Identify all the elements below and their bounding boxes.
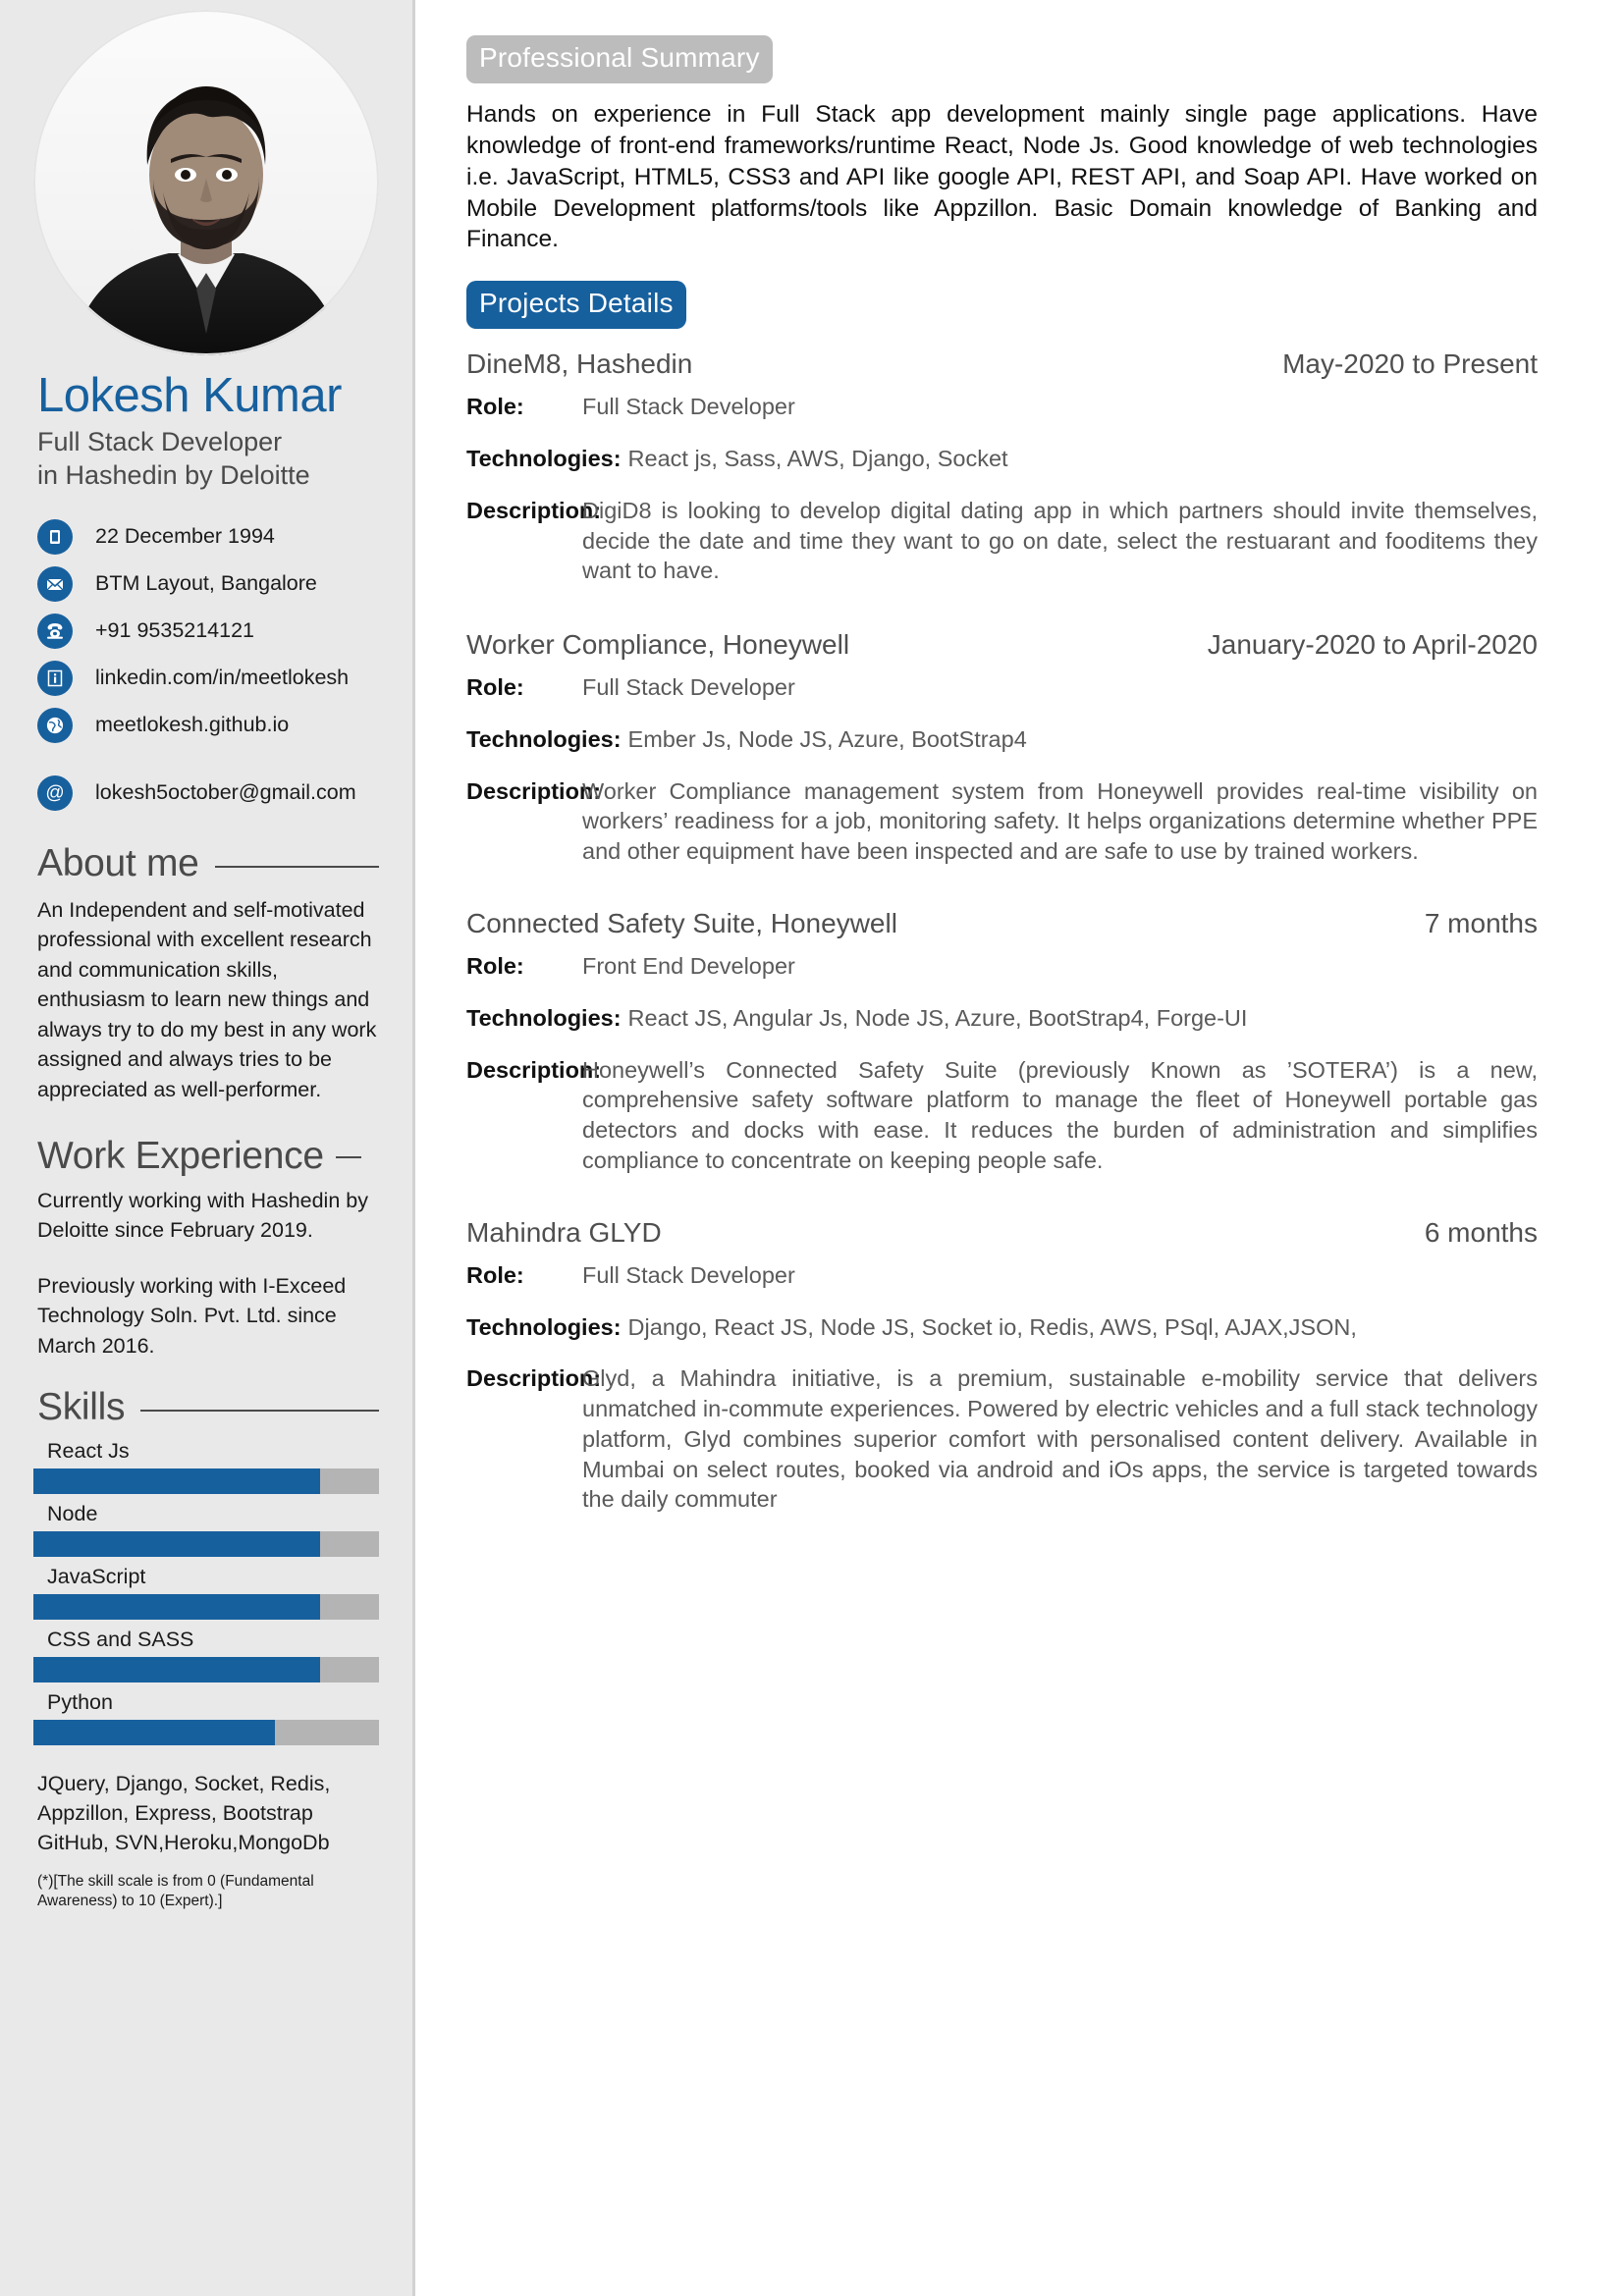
skills-heading: [37, 1386, 379, 1429]
project-role-row: [466, 672, 1538, 703]
description-label: Description:: [466, 1365, 602, 1392]
technologies-value: React js, Sass, AWS, Django, Socket: [627, 446, 1008, 471]
contact-list: [33, 513, 379, 817]
project-header: [466, 348, 1538, 380]
project-technologies-row: [466, 724, 1538, 755]
project-dates: May-2020 to Present: [1282, 348, 1538, 380]
role-value: Front End Developer: [582, 953, 795, 980]
skill-label: CSS and SASS: [47, 1628, 194, 1652]
envelope-icon: [37, 566, 73, 602]
role-value: Full Stack Developer: [582, 674, 795, 701]
sidebar: [0, 0, 415, 2296]
technologies-label: Technologies:: [466, 1004, 622, 1031]
skill-bar-fill: [33, 1720, 275, 1745]
contact-row-email[interactable]: [37, 770, 379, 817]
technologies-label: Technologies:: [466, 725, 622, 752]
project-title: Worker Compliance, Honeywell: [466, 629, 850, 661]
info-icon: [37, 661, 73, 696]
project-technologies-row: [466, 1003, 1538, 1034]
project-description-row: [466, 1363, 1538, 1515]
project-title: DineM8, Hashedin: [466, 348, 693, 380]
technologies-label: Technologies:: [466, 446, 622, 471]
skill-bar-fill: [33, 1468, 320, 1494]
project-item: [466, 348, 1538, 586]
project-title: Mahindra GLYD: [466, 1216, 662, 1248]
project-technologies-row: [466, 1312, 1538, 1343]
project-role-row: [466, 1260, 1538, 1291]
description-value: DigiD8 is looking to develop digital dating app in which partners should invite themselves, decide the date and time they want to go on date, select the restuarant and fooditems they want to have.: [582, 497, 1538, 584]
skill-label: React Js: [47, 1439, 130, 1464]
project-description-row: [466, 776, 1538, 867]
svg-text:@: @: [45, 782, 65, 804]
project-dates: January-2020 to April-2020: [1207, 629, 1538, 661]
skills-title: Skills: [37, 1386, 126, 1429]
work-experience-dash: [336, 1156, 361, 1158]
role-label: Role:: [466, 1261, 524, 1288]
project-role-row: [466, 951, 1538, 982]
description-label: Description:: [466, 497, 602, 523]
description-label: Description:: [466, 1056, 602, 1083]
skill-label: Python: [47, 1690, 113, 1715]
contact-row-website[interactable]: [37, 702, 379, 749]
project-dates: 6 months: [1424, 1216, 1538, 1248]
skills-scale-note: (*)[The skill scale is from 0 (Fundamental Awareness) to 10 (Expert).]: [37, 1873, 314, 1910]
profile-photo-illustration: [33, 10, 379, 355]
job-title-line-2: in Hashedin by Deloitte: [37, 459, 310, 490]
avatar: [33, 10, 379, 355]
role-label: Role:: [466, 674, 524, 701]
project-item: [466, 1217, 1538, 1515]
contact-row-birthdate: [37, 513, 379, 561]
skill-bar-track: [33, 1594, 379, 1620]
projects-details-heading: Projects Details: [466, 281, 686, 329]
page-title: Lokesh Kumar: [37, 369, 342, 422]
contact-birthdate: 22 December 1994: [95, 524, 275, 549]
work-experience-paragraph-2: Previously working with I-Exceed Technology Soln. Pvt. Ltd. since March 2016.: [37, 1273, 347, 1358]
technologies-value: Ember Js, Node JS, Azure, BootStrap4: [627, 725, 1027, 752]
description-value: Honeywell’s Connected Safety Suite (previously Known as ’SOTERA’) is a new, comprehensive safety software platform to manage the fleet of Honeywell portable gas detectors and docks with ease. It reduces the burden of administration and simplifies compliance to concentrate on keeping people safe.: [582, 1056, 1538, 1173]
skill-item: [33, 1690, 379, 1745]
globe-icon: [37, 708, 73, 743]
role-label: Role:: [466, 953, 524, 980]
skills-list: [33, 1439, 379, 1745]
role-label: Role:: [466, 394, 524, 420]
project-header: [466, 908, 1538, 939]
skill-item: [33, 1628, 379, 1682]
description-value: Worker Compliance management system from Honeywell provides real-time visibility on workers’ readiness for a job, monitoring safety. It helps organizations determine whether PPE and other equipment have been inspected and are safe to use by trained workers.: [582, 777, 1538, 865]
role-value: Full Stack Developer: [582, 394, 795, 420]
skill-item: [33, 1502, 379, 1557]
project-item: [466, 629, 1538, 867]
project-title: Connected Safety Suite, Honeywell: [466, 908, 897, 939]
project-header: [466, 629, 1538, 661]
skills-rule: [140, 1410, 379, 1412]
role-value: Full Stack Developer: [582, 1261, 795, 1288]
skills-extra-text: JQuery, Django, Socket, Redis, Appzillon, Express, Bootstrap GitHub, SVN,Heroku,MongoDb: [37, 1772, 331, 1855]
project-technologies-row: [466, 444, 1538, 474]
technologies-label: Technologies:: [466, 1313, 622, 1340]
skill-bar-fill: [33, 1531, 320, 1557]
work-experience-paragraph-1: Currently working with Hashedin by Deloitte since February 2019.: [37, 1188, 368, 1243]
professional-summary-heading: Professional Summary: [466, 35, 773, 83]
main-content: [415, 0, 1624, 2296]
skill-bar-fill: [33, 1657, 320, 1682]
skill-label: Node: [47, 1502, 98, 1526]
about-me-heading: [37, 842, 379, 885]
description-label: Description:: [466, 777, 602, 804]
description-value: Glyd, a Mahindra initiative, is a premium, sustainable e-mobility service that delivers unmatched in-commute experiences. Powered by electric vehicles and a full stack technology platform, Glyd combines superior comfort with personalised content delivery. Available in Mumbai on select routes, booked via android and iOs apps, the service is targeted towards the daily commuter: [582, 1365, 1538, 1513]
project-description-row: [466, 496, 1538, 586]
skill-bar-track: [33, 1657, 379, 1682]
contact-row-phone: [37, 608, 379, 655]
skill-bar-track: [33, 1468, 379, 1494]
contact-address: BTM Layout, Bangalore: [95, 571, 317, 596]
project-description-row: [466, 1055, 1538, 1176]
project-header: [466, 1217, 1538, 1249]
technologies-value: Django, React JS, Node JS, Socket io, Redis, AWS, PSql, AJAX,JSON,: [627, 1313, 1357, 1340]
technologies-value: React JS, Angular Js, Node JS, Azure, BootStrap4, Forge-UI: [627, 1004, 1248, 1031]
skill-item: [33, 1565, 379, 1620]
skill-label: JavaScript: [47, 1565, 146, 1589]
project-dates: 7 months: [1424, 908, 1538, 939]
skill-bar-track: [33, 1720, 379, 1745]
contact-row-linkedin[interactable]: [37, 655, 379, 702]
skill-bar-track: [33, 1531, 379, 1557]
work-experience-heading: [37, 1135, 379, 1178]
about-me-rule: [215, 866, 379, 868]
contact-linkedin[interactable]: linkedin.com/in/meetlokesh: [95, 666, 350, 690]
at-icon: [37, 775, 73, 811]
contact-phone: +91 9535214121: [95, 618, 255, 643]
skill-item: [33, 1439, 379, 1494]
about-me-title: About me: [37, 841, 199, 884]
skill-bar-fill: [33, 1594, 320, 1620]
telephone-icon: [37, 614, 73, 649]
project-role-row: [466, 392, 1538, 422]
calendar-icon: [37, 519, 73, 555]
professional-summary-text: Hands on experience in Full Stack app development mainly single page applications. Have knowledge of front-end frameworks/runtime React, Node Js. Good knowledge of web technologies i.e. JavaScript, HTML5, CSS3 and API like google API, REST API, and Soap API. Have worked on Mobile Development platforms/tools like Appzillon. Basic Domain knowledge of Banking and Finance.: [466, 101, 1538, 253]
job-title-line-1: Full Stack Developer: [37, 426, 283, 456]
about-me-text: An Independent and self-motivated professional with excellent research and communication skills, enthusiasm to learn new things and always try to do my best in any work assigned and always tries to be appreciated as well-performer.: [37, 897, 377, 1101]
project-item: [466, 908, 1538, 1176]
contact-row-address: [37, 561, 379, 608]
contact-email[interactable]: lokesh5october@gmail.com: [95, 780, 356, 805]
contact-website[interactable]: meetlokesh.github.io: [95, 713, 290, 737]
work-experience-title: Work Experience: [37, 1134, 324, 1177]
